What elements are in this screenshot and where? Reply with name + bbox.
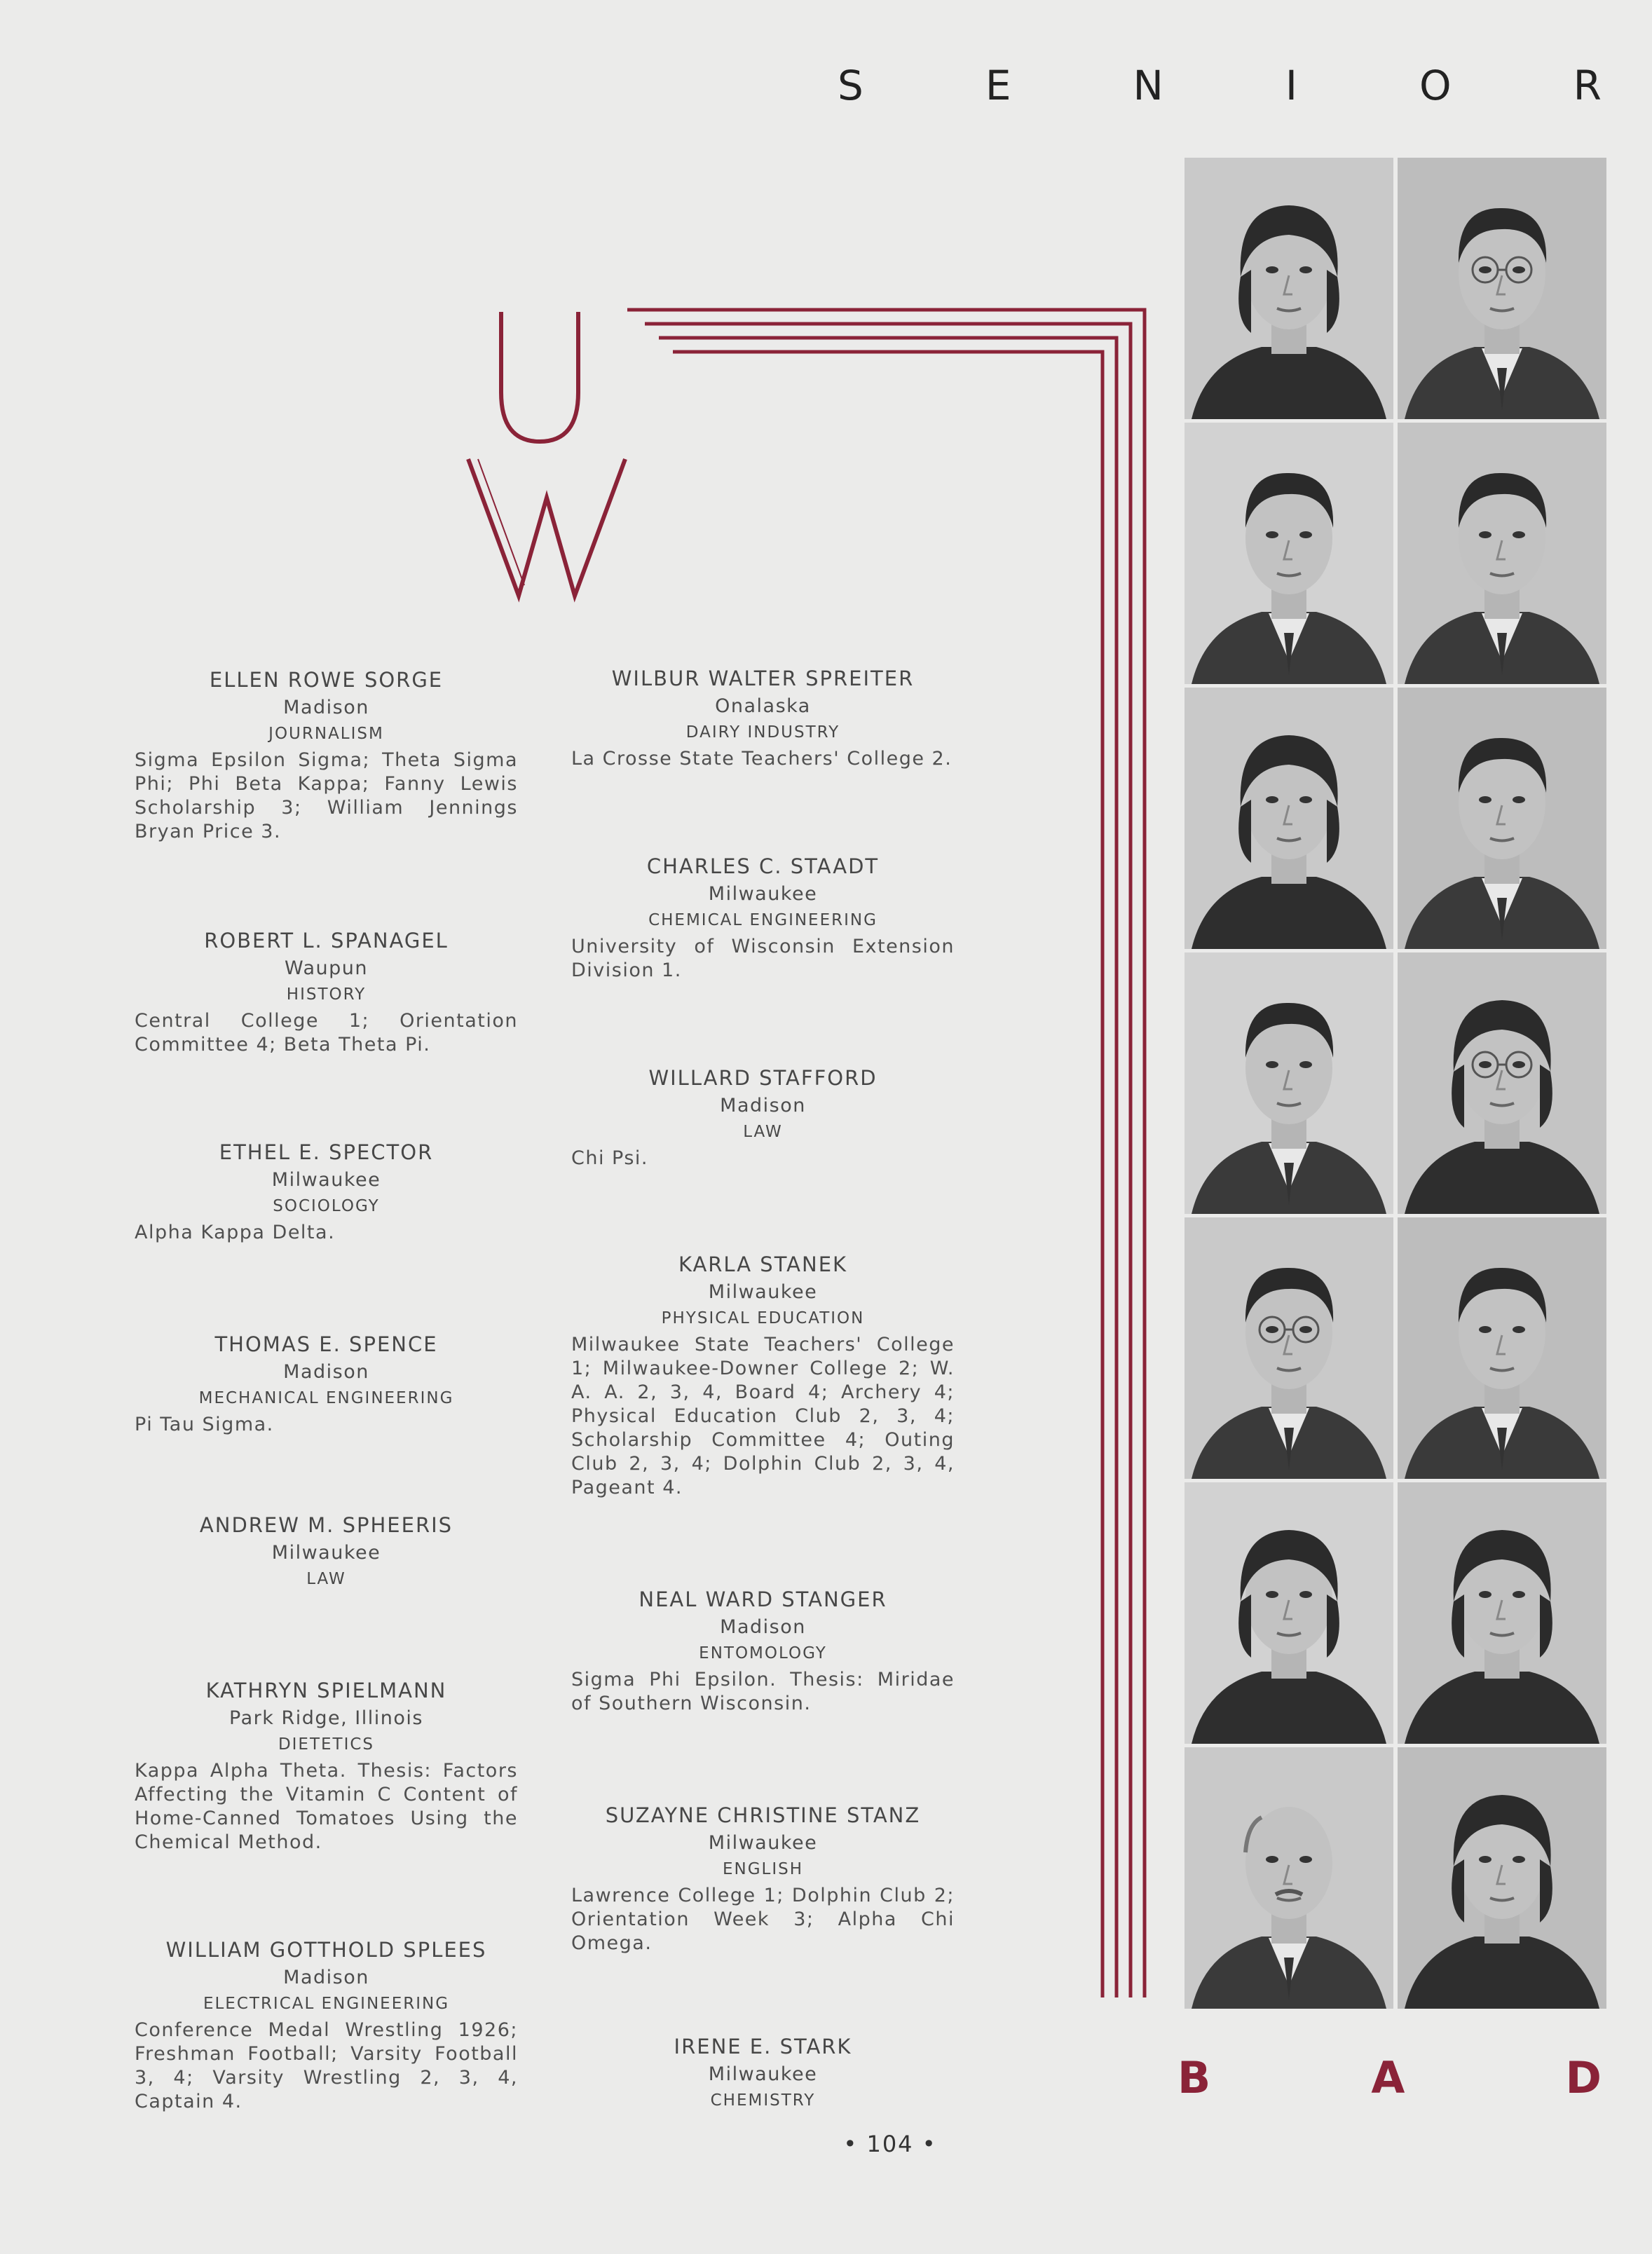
senior-entry: [571, 2033, 955, 2115]
senior-activities: Alpha Kappa Delta.: [135, 1222, 336, 1243]
senior-name: WILBUR WALTER SPREITER: [611, 667, 915, 690]
senior-hometown: Madison: [720, 1095, 806, 1116]
portrait-photo: [1398, 952, 1606, 1214]
footer-bad: [1177, 2052, 1602, 2103]
page-number: • 104 •: [843, 2131, 937, 2157]
senior-name: KATHRYN SPIELMANN: [205, 1679, 447, 1702]
header-senior: [838, 62, 1602, 109]
senior-major: ENGLISH: [722, 1860, 804, 1878]
senior-entry: [135, 1936, 518, 2114]
senior-major: DIETETICS: [278, 1735, 375, 1754]
senior-major: PHYSICAL EDUCATION: [661, 1309, 865, 1327]
portrait-photo: [1398, 1217, 1606, 1479]
header-letter: R: [1573, 62, 1602, 109]
senior-major: ENTOMOLOGY: [699, 1644, 827, 1662]
senior-activities: Chi Psi.: [571, 1147, 649, 1169]
senior-activities: Central College 1; Orientation Committee 4; Beta Theta Pi.: [135, 1010, 518, 1056]
senior-name: WILLARD STAFFORD: [648, 1066, 878, 1090]
senior-entry: [571, 664, 955, 771]
senior-hometown: Park Ridge, Illinois: [229, 1707, 423, 1729]
portrait-photo: [1398, 423, 1606, 684]
senior-hometown: Madison: [283, 1967, 369, 1988]
senior-hometown: Madison: [283, 697, 369, 718]
senior-hometown: Onalaska: [715, 695, 811, 717]
portrait-photo: [1185, 1482, 1393, 1744]
portrait-photo: [1398, 1747, 1606, 2009]
senior-major: MECHANICAL ENGINEERING: [198, 1389, 454, 1407]
senior-activities: Sigma Phi Epsilon. Thesis: Miridae of Southern Wisconsin.: [571, 1669, 955, 1714]
senior-major: JOURNALISM: [268, 725, 384, 743]
senior-hometown: Madison: [720, 1616, 806, 1638]
header-letter: I: [1285, 62, 1297, 109]
senior-hometown: Milwaukee: [708, 883, 818, 905]
senior-major: CHEMICAL ENGINEERING: [648, 911, 878, 929]
senior-entry: [571, 852, 955, 983]
senior-name: KARLA STANEK: [678, 1252, 848, 1276]
senior-major: HISTORY: [286, 985, 367, 1004]
senior-activities: Milwaukee State Teachers' College 1; Milwaukee-Downer College 2; W. A. A. 2, 3, 4, Board 4; Archery 4; Physical Education Club 2, 3, 4; Scholarship Committee 4; Outing Club 2, 3, 4; Dolphin Club 2, 3, 4, Pageant 4.: [571, 1334, 955, 1498]
senior-hometown: Milwaukee: [708, 1832, 818, 1854]
senior-activities: La Crosse State Teachers' College 2.: [571, 748, 953, 770]
senior-major: LAW: [743, 1123, 783, 1141]
senior-name: ETHEL E. SPECTOR: [219, 1140, 434, 1164]
senior-entry: [135, 1676, 518, 1855]
portrait-photo: [1398, 1482, 1606, 1744]
senior-hometown: Waupun: [285, 957, 368, 979]
portrait-photo: [1185, 952, 1393, 1214]
senior-entry: [135, 1330, 518, 1437]
senior-major: ELECTRICAL ENGINEERING: [203, 1995, 450, 2013]
portrait-photo: [1185, 1217, 1393, 1479]
senior-hometown: Milwaukee: [708, 2063, 818, 2085]
senior-name: IRENE E. STARK: [674, 2035, 852, 2058]
senior-major: DAIRY INDUSTRY: [685, 723, 840, 742]
portrait-photo: [1185, 423, 1393, 684]
senior-name: CHARLES C. STAADT: [646, 854, 880, 878]
header-letter: O: [1419, 62, 1452, 109]
senior-name: ELLEN ROWE SORGE: [209, 668, 444, 692]
senior-entry: [571, 1801, 955, 1955]
senior-entry: [135, 927, 518, 1057]
senior-entry: [571, 1250, 955, 1500]
senior-activities: Kappa Alpha Theta. Thesis: Factors Affecting the Vitamin C Content of Home-Canned Tomatoes Using the Chemical Method.: [135, 1760, 518, 1853]
senior-entry: [135, 666, 518, 844]
header-letter: S: [838, 62, 863, 109]
senior-hometown: Madison: [283, 1361, 369, 1383]
portrait-photo: [1185, 158, 1393, 419]
senior-hometown: Milwaukee: [708, 1281, 818, 1303]
senior-name: THOMAS E. SPENCE: [214, 1332, 438, 1356]
senior-entry: [135, 1511, 518, 1594]
senior-entry: [571, 1064, 955, 1170]
footer-letter: B: [1177, 2052, 1211, 2103]
senior-name: NEAL WARD STANGER: [639, 1587, 887, 1611]
senior-name: ROBERT L. SPANAGEL: [204, 929, 449, 952]
portrait-photo: [1185, 688, 1393, 949]
senior-hometown: Milwaukee: [271, 1542, 381, 1564]
header-letter: N: [1133, 62, 1163, 109]
portrait-photo: [1398, 158, 1606, 419]
footer-letter: D: [1565, 2052, 1602, 2103]
senior-major: LAW: [306, 1570, 346, 1588]
portrait-grid: [1185, 158, 1606, 2009]
uw-monogram-logo: [463, 308, 631, 610]
senior-hometown: Milwaukee: [271, 1169, 381, 1191]
senior-activities: Conference Medal Wrestling 1926; Freshman Football; Varsity Football 3, 4; Varsity Wrestling 2, 3, 4, Captain 4.: [135, 2019, 518, 2112]
senior-name: WILLIAM GOTTHOLD SPLEES: [165, 1938, 487, 1962]
senior-activities: University of Wisconsin Extension Division 1.: [571, 936, 955, 981]
portrait-photo: [1398, 688, 1606, 949]
senior-activities: Lawrence College 1; Dolphin Club 2; Orientation Week 3; Alpha Chi Omega.: [571, 1885, 955, 1954]
senior-entry: [135, 1138, 518, 1245]
footer-letter: A: [1371, 2052, 1405, 2103]
senior-activities: Sigma Epsilon Sigma; Theta Sigma Phi; Phi Beta Kappa; Fanny Lewis Scholarship 3; William Jennings Bryan Price 3.: [135, 749, 518, 842]
senior-major: SOCIOLOGY: [273, 1197, 380, 1215]
header-letter: E: [985, 62, 1011, 109]
senior-major: CHEMISTRY: [710, 2091, 816, 2110]
senior-activities: Pi Tau Sigma.: [135, 1414, 274, 1435]
senior-name: ANDREW M. SPHEERIS: [199, 1513, 453, 1537]
senior-entry: [571, 1585, 955, 1716]
portrait-photo: [1185, 1747, 1393, 2009]
senior-name: SUZAYNE CHRISTINE STANZ: [605, 1803, 921, 1827]
